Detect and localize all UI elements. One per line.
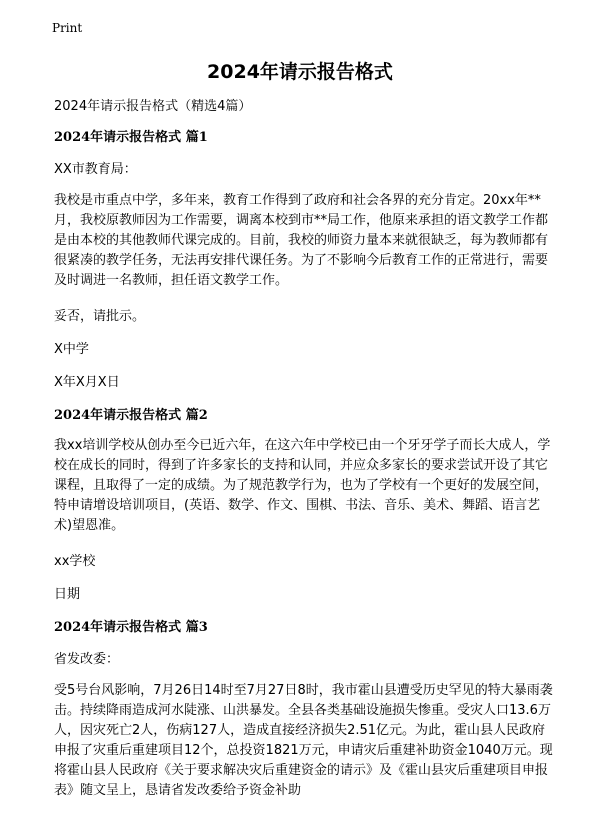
section-body-3: 受5号台风影响，7月26日14时至7月27日8时，我市霍山县遭受历史罕见的特大暴雨袭击。持续降雨造成河水陡涨、山洪暴发。全县各类基础设施损失惨重。受灾人口13.6万人，因灾死亡2人，伤病127人，造成直接经济损失2.51亿元。为此，霍山县人民政府申报了灾重后重建项目12个，总投资1821万元，申请灾后重建补助资金1040万元。现将霍山县人民政府《关于要求解决灾后重建资金的请示》及《霍山县灾后重建项目申报表》随文呈上，恳请省发改委给予资金补助 [54,683,553,798]
closing-1: 妥否，请批示。 [54,309,146,324]
section-heading-1: 2024年请示报告格式 篇1 [54,130,208,145]
section-heading-3: 2024年请示报告格式 篇3 [54,620,208,635]
addressee-3: 省发改委： [54,652,120,667]
page-title: 2024年请示报告格式 [207,61,393,83]
date-1: X年X月X日 [54,375,120,390]
signature-2: xx学校 [54,554,96,569]
section-body-1: 我校是市重点中学，多年来，教育工作得到了政府和社会各界的充分肯定。20xx年**月，我校原教师因为工作需要，调离本校到市**局工作，他原来承担的语文教学工作都是由本校的其他教师代课完成的。目前，我校的师资力量本来就很缺乏，每为教师都有很紧凑的教学任务，无法再安排代课任务。为了不影响今后教育工作的正常进行，需要及时调进一名教师，担任语文教学工作。 [54,193,549,288]
print-link[interactable]: Print [52,21,83,35]
addressee-1: XX市教育局： [54,162,137,177]
section-body-2: 我xx培训学校从创办至今已近六年，在这六年中学校已由一个牙牙学子而长大成人，学校在成长的同时，得到了许多家长的支持和认同，并应众多家长的要求尝试开设了其它课程，且取得了一定的成绩。为了规范教学行为，也为了学校有一个更好的发展空间，特申请增设培训项目，(英语、数学、作文、围棋、书法、音乐、美术、舞蹈、语言艺术)望恩准。 [54,438,551,533]
signature-1: X中学 [54,342,89,357]
document-subtitle: 2024年请示报告格式（精选4篇） [54,99,252,114]
document-body [54,95,554,815]
section-heading-2: 2024年请示报告格式 篇2 [54,408,208,423]
date-2: 日期 [54,587,81,602]
